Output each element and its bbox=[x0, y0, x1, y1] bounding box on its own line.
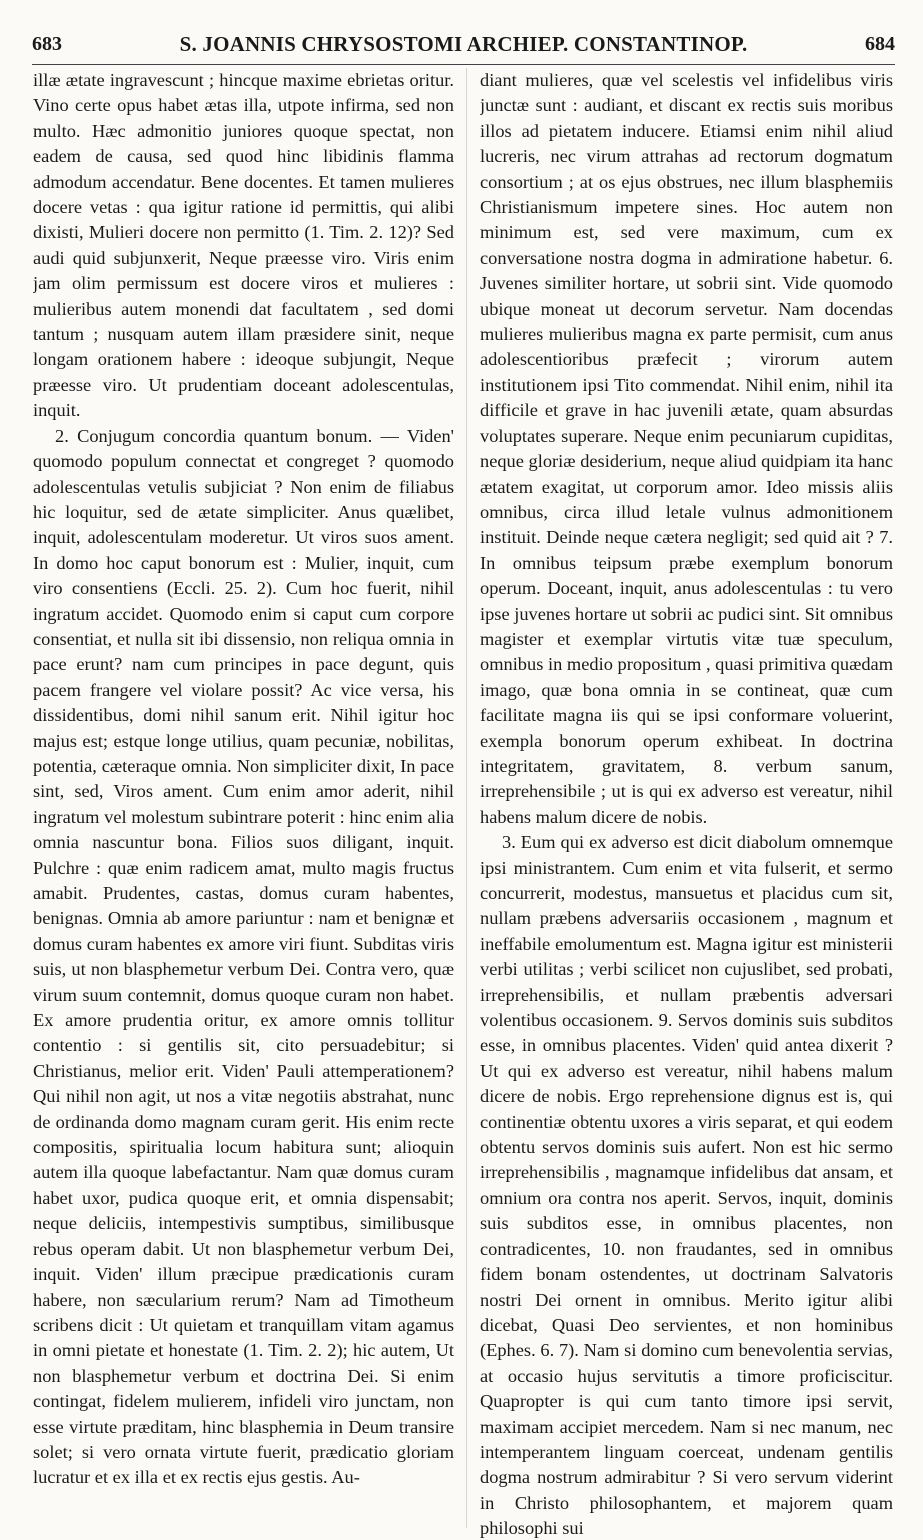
right-column bbox=[480, 68, 893, 1538]
header-rule bbox=[32, 64, 895, 65]
paragraph: diant mulieres, quæ vel scelestis vel infidelibus viris junctæ sunt : audiant, et discant ex rectis suis moribus illos ad pietatem inducere. Etiamsi enim nihil aliud lucreris, nec virum attrahas ad rectorum dogmatum consortium ; at os ejus obstrues, nec illum blasphemiis Christianismum impetere sines. Hoc autem non minimum est, sed vere maximum, cum ex conversatione nostra dogma in admiratione habetur. 6. Juvenes similiter hortare, ut sobrii sint. Vide quomodo ubique moneat ut decorum servetur. Nam docendas mulieres mulieribus magna ex parte permisit, cum anus adolescentioribus præfecit ; virorum autem institutionem ipsi Tito commendat. Nihil enim, nihil ita difficile et grave in hac juvenili ætate, quam absurdas voluptates superare. Neque enim pecuniarum cupiditas, neque gloriæ desiderium, neque aliud quidpiam ita hanc ætatem exagitat, ut corporum amor. Ideo missis aliis omnibus, circa illud letale vulnus admonitionem instituit. Deinde neque cætera negligit; sed quid ait ? 7. In omnibus teipsum præbe exemplum bonorum operum. Doceant, inquit, anus adolescentulas : tu vero ipse juvenes hortare ut sobrii ac pudici sint. Sit omnibus magister et exemplar virtutis vitæ tuæ speculum, omnibus in medio propositum , quasi primitiva quædam imago, quæ bona omnia in se contineat, quæ cum facilitate magna iis qui se ipsi conformare voluerint, exempla bonorum operum exhibeat. In doctrina integritatem, gravitatem, 8. verbum sanum, irreprehensibile ; ut is qui ex adverso est vereatur, nihil habens malum dicere de nobis. bbox=[480, 70, 893, 827]
page-number-right: 684 bbox=[865, 32, 895, 55]
left-column bbox=[33, 68, 454, 1538]
paragraph: 2. Conjugum concordia quantum bonum. — Viden' quomodo populum connectat et congreget ? quomodo adolescentulas vetulis subjiciat ? Non enim de filiabus hic loquitur, sed de ætate simpliciter. Anus quælibet, inquit, adolescentulam moderetur. Ut viros suos ament. In domo hoc caput bonorum est : Mulier, inquit, cum viro consentiens (Eccli. 25. 2). Cum hoc fuerit, nihil ingratum accidet. Quomodo enim si caput cum corpore consentiat, et nulla sit ibi dissensio, non reliqua omnia in pace erunt? nam cum principes in pace degunt, quis pacem frangere vel violare possit? Ac vice versa, his dissidentibus, domi nihil sanum erit. Nihil igitur hoc majus est; estque longe utilius, quam pecuniæ, nobilitas, potentia, cæteraque omnia. Non simpliciter dixit, In pace sint, sed, Viros ament. Cum enim amor aderit, nihil ingratum vel molestum subintrare poterit : hinc enim alia omnia nascuntur bona. Filios suos diligant, inquit. Pulchre : quæ enim radicem amat, multo magis fructus amabit. Prudentes, castas, domus curam habentes, benignas. Omnia ab amore pariuntur : nam et benignæ et domus curam habentes ex amore viri fiunt. Subditas viris suis, ut non blasphemetur verbum Dei. Contra vero, quæ virum suum contemnit, domus quoque curam non habet. Ex amore prudentia oritur, ex amore omnis tollitur contentio : si gentilis sit, cito persuadebitur; si Christianus, melior erit. Viden' Pauli attemperationem? Qui nihil non agit, ut nos a vitæ negotiis abstrahat, nunc de ordinanda domo magnam curam gerit. His enim recte compositis, spiritualia locum habitura sunt; alioquin autem illa quoque labefactantur. Nam quæ domus curam habet uxor, pudica quoque erit, et omnia dispensabit; neque deliciis, intempestivis sumptibus, similibusque rebus operam dabit. Ut non blasphemetur verbum Dei, inquit. Viden' illum præcipue prædicationis curam habere, non sæcularium rerum? Nam ad Timotheum scribens dicit : Ut quietam et tranquillam vitam agamus in omni pietate et honestate (1. Tim. 2. 2); hic autem, Ut non blasphemetur verbum et doctrina Dei. Si enim contingat, fidelem mulierem, infideli viro junctam, non esse virtute præditam, hinc blasphemia in Deum transire solet; si vero ornata virtute fuerit, prædicatio gloriam lucratur et ex illa et ex rectis ejus gestis. Au- bbox=[33, 425, 454, 1488]
running-title: S. JOANNIS CHRYSOSTOMI ARCHIEP. CONSTANTINOP. bbox=[179, 31, 748, 56]
page-number-left: 683 bbox=[32, 32, 62, 55]
paragraph: 3. Eum qui ex adverso est dicit diabolum omnemque ipsi ministrantem. Cum enim et vita fulserit, et sermo concurrerit, modestus, mansuetus et placidus cum sit, nullam præbens adversariis occasionem , magnum et ineffabile emolumentum est. Magna igitur est ministerii verbi utilitas ; verbi scilicet non cujuslibet, sed probati, irreprehensibilis, et nullam præbentis adversari volentibus occasionem. 9. Servos dominis suis subditos esse, in omnibus placentes. Viden' quid antea dixerit ? Ut qui ex adverso est vereatur, nihil habens malum dicere de nobis. Ergo reprehensione dignus est is, qui continentiæ obtentu uxores a viris separat, et qui eodem obtentu servos dominis suis aufert. Non est hic sermo irreprehensibilis , magnamque infidelibus dat ansam, et omnium ora contra nos aperit. Servos, inquit, dominis suis subditos esse, in omnibus placentes, non contradicentes, 10. non fraudantes, sed in omnibus fidem bonam ostendentes, ut doctrinam Salvatoris nostri Dei ornent in omnibus. Merito igitur alibi dicebat, Quasi Deo servientes, et non hominibus (Ephes. 6. 7). Nam si domino cum benevolentia servias, at occasio hujus servitutis a timore proficiscitur. Quapropter is qui cum tanto timore ipsi servit, maximam accipiet mercedem. Nam si nec manum, nec intemperantem linguam coerceat, undenam gentilis dogma nostrum admirabitur ? Si vero servum viderint in Christo philosophantem, et majorem quam philosophi sui bbox=[480, 832, 893, 1538]
running-header bbox=[32, 24, 895, 64]
column-gutter bbox=[466, 68, 467, 1528]
paragraph: illæ ætate ingravescunt ; hincque maxime ebrietas oritur. Vino certe opus habet ætas illa, utpote infirma, sed non multo. Hæc admonitio juniores quoque spectat, non eadem de causa, sed quod hinc libidinis flamma admodum accendatur. Bene docentes. Et tamen mulieres docere vetas : qua igitur ratione id permittis, qui alibi dixisti, Mulieri docere non permitto (1. Tim. 2. 12)? Sed audi quid subjunxerit, Neque præesse viro. Viris enim jam olim permissum est docere viros et mulieres : mulieribus autem monendi dat facultatem , sed domi tantum ; nusquam autem illam præsidere sinit, neque longam orationem habere : ideoque subjungit, Neque præesse viro. Ut prudentiam doceant adolescentulas, inquit. bbox=[33, 70, 454, 421]
